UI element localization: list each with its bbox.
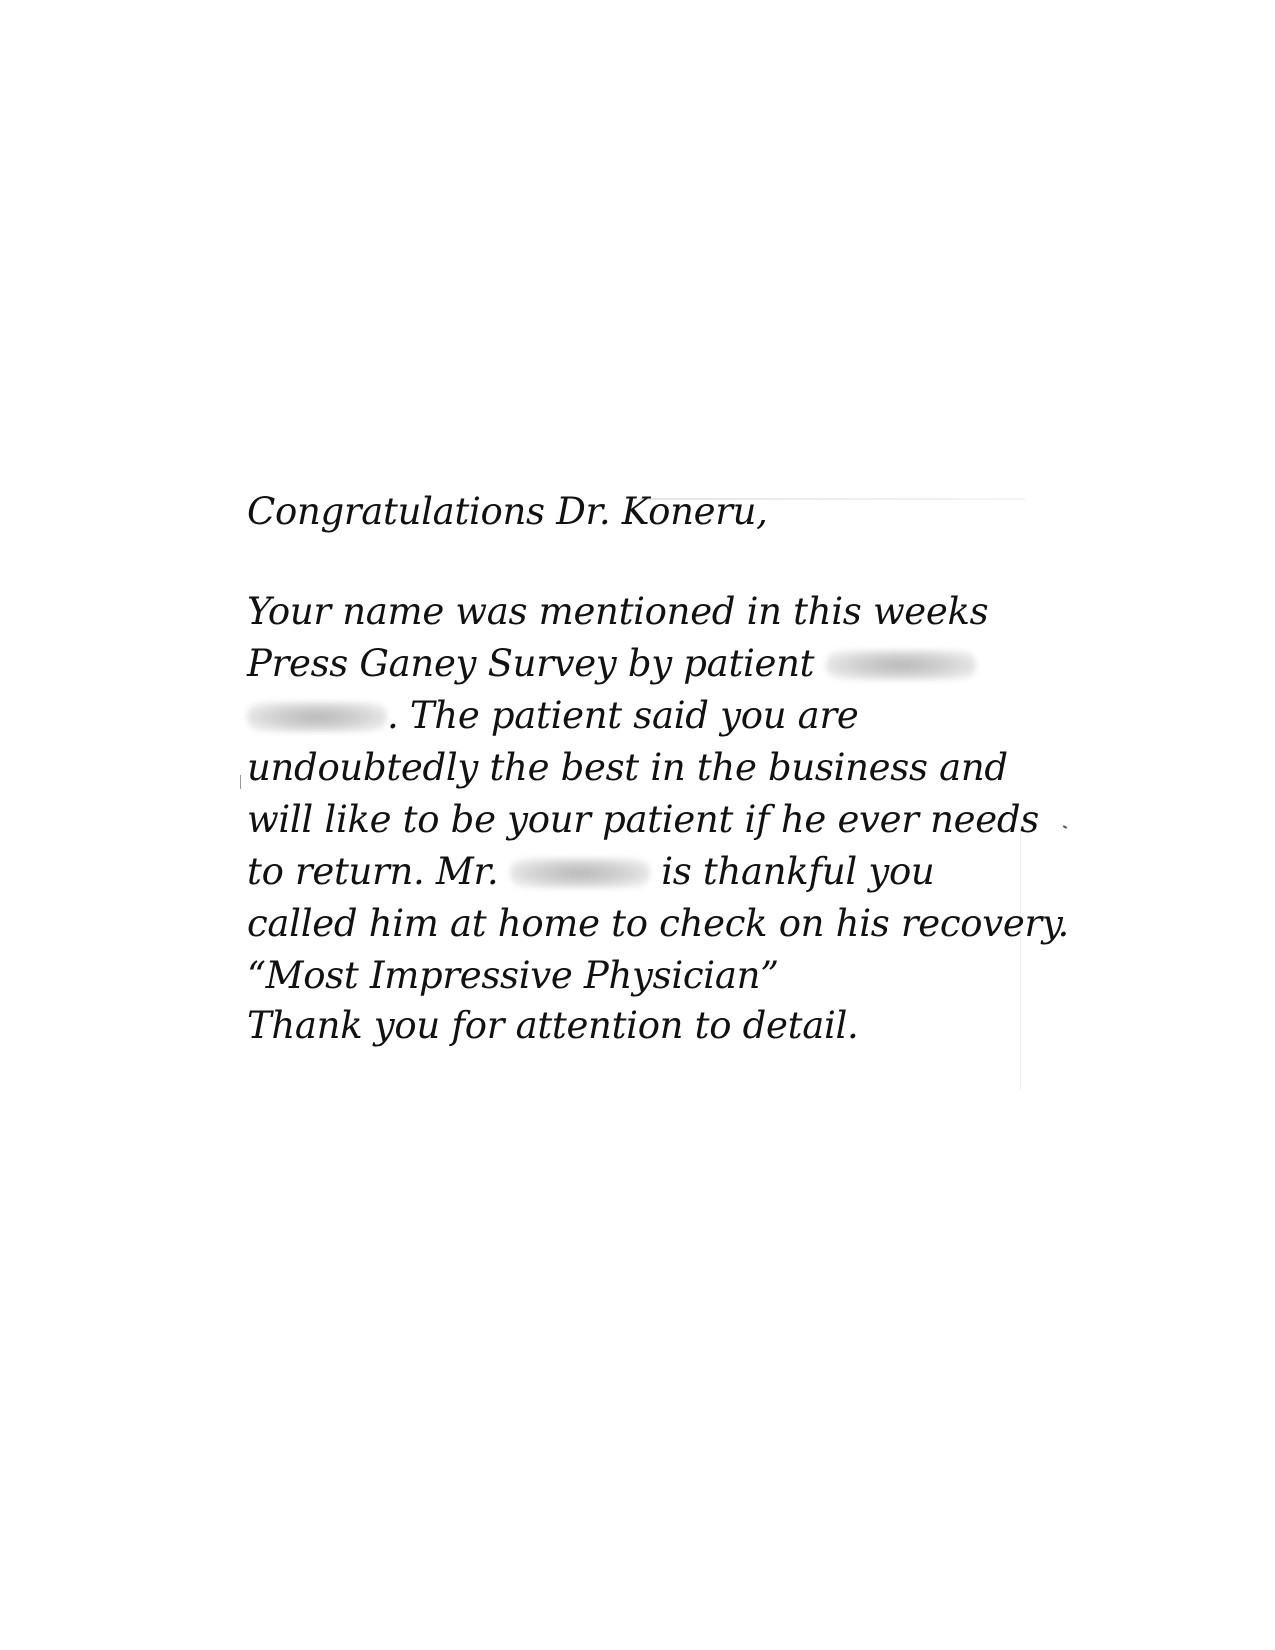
congratulations-note <box>247 490 1069 1090</box>
redacted-patient-name-part-2 <box>247 702 387 732</box>
letter-line-6-after: is thankful you <box>661 850 935 893</box>
scan-speck <box>1063 825 1067 829</box>
scan-mark <box>240 775 241 789</box>
redacted-patient-name-part-1 <box>826 650 976 680</box>
letter-line-5: will like to be your patient if he ever needs <box>247 798 1039 841</box>
letter-line-2-text: Press Ganey Survey by patient <box>247 642 815 685</box>
letter-line-3 <box>247 694 858 737</box>
letter-line-6-before: to return. Mr. <box>247 850 499 893</box>
letter-line-6 <box>247 850 934 893</box>
letter-line-4: undoubtedly the best in the business and <box>247 746 1008 789</box>
quote-line: “Most Impressive Physician” <box>247 954 779 997</box>
closing-line: Thank you for attention to detail. <box>247 1004 859 1047</box>
salutation: Congratulations Dr. Koneru, <box>247 490 768 533</box>
letter-line-2 <box>247 642 976 685</box>
letter-line-1: Your name was mentioned in this weeks <box>247 590 989 633</box>
letter-line-7: called him at home to check on his recovery. <box>247 902 1069 945</box>
letter-line-3-text: . The patient said you are <box>387 694 859 737</box>
redacted-patient-surname <box>510 858 650 888</box>
card-right-edge <box>1020 820 1021 1090</box>
